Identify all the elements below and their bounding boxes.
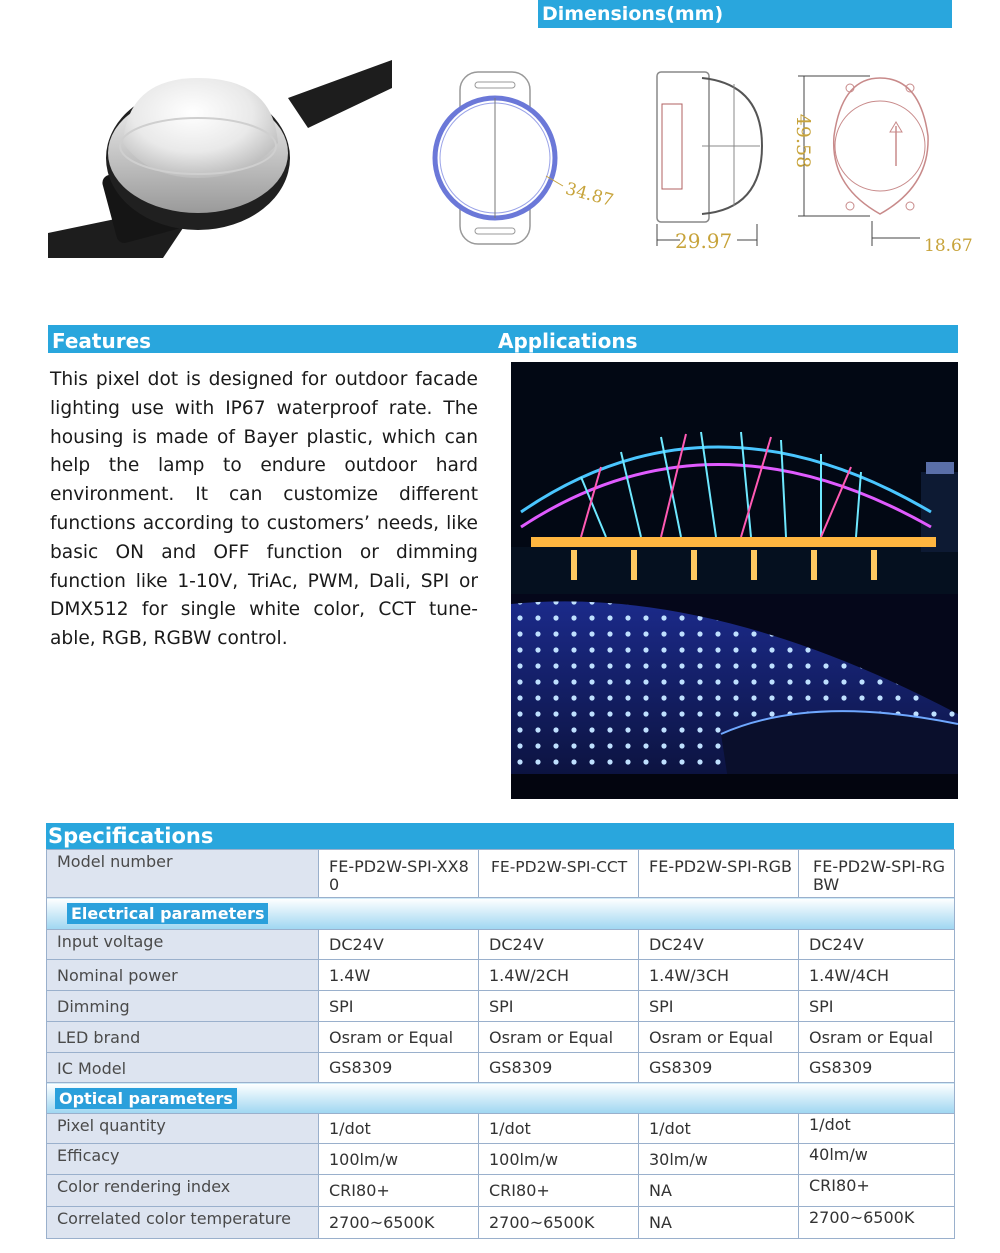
spec-value: 1/dot	[479, 1114, 639, 1144]
spec-value: DC24V	[319, 930, 479, 960]
features-description: This pixel dot is designed for outdoor facade lighting use with IP67 waterproof rate. The housing is made of Bayer plastic, which can help the lamp to endure outdoor hard environment. It can customize different functions according to customers’ needs, like basic ON and OFF function or dimming function like 1-10V, TriAc, PWM, Dali, SPI or DMX512 for single white color, CCT tune-able, RGB, RGBW control.	[50, 369, 478, 650]
table-row	[47, 1053, 955, 1083]
section-row-electrical	[47, 898, 955, 930]
model-cell: FE-PD2W-SPI-RGB	[639, 850, 799, 898]
spec-value: GS8309	[479, 1053, 639, 1083]
spec-value: Osram or Equal	[799, 1022, 955, 1053]
spec-value: GS8309	[799, 1053, 955, 1083]
spec-label: Efficacy	[47, 1144, 319, 1175]
dim-label-depth: 18.67	[924, 236, 973, 256]
model-cell: FE-PD2W-SPI-CCT	[479, 850, 639, 898]
spec-value: SPI	[319, 991, 479, 1022]
model-cell: FE-PD2W-SPI-XX80	[319, 850, 479, 898]
table-row	[47, 1144, 955, 1175]
spec-value: Osram or Equal	[319, 1022, 479, 1053]
applications-title: Applications	[498, 329, 638, 353]
table-row	[47, 850, 955, 898]
side-view-drawing	[652, 64, 772, 254]
spec-value: SPI	[479, 991, 639, 1022]
specifications-table	[46, 849, 955, 1239]
table-row	[47, 960, 955, 991]
table-row	[47, 1114, 955, 1144]
spec-value: 1/dot	[799, 1114, 955, 1144]
spec-value: NA	[639, 1175, 799, 1207]
spec-value: 2700~6500K	[479, 1207, 639, 1239]
spec-value: SPI	[799, 991, 955, 1022]
dim-label-width: 49.58	[792, 113, 815, 169]
application-photo-stadium	[511, 594, 958, 799]
spec-value: 100lm/w	[479, 1144, 639, 1175]
spec-value: 1/dot	[639, 1114, 799, 1144]
spec-value: CRI80+	[319, 1175, 479, 1207]
spec-label: Dimming	[47, 991, 319, 1022]
spec-label: Pixel quantity	[47, 1114, 319, 1144]
dimensions-header: Dimensions(mm)	[538, 0, 952, 28]
features-title: Features	[52, 329, 152, 353]
table-row	[47, 1207, 955, 1239]
front-view-drawing	[428, 64, 648, 254]
spec-value: 40lm/w	[799, 1144, 955, 1175]
features-applications-header	[48, 325, 958, 353]
spec-value: SPI	[639, 991, 799, 1022]
spec-value: Osram or Equal	[639, 1022, 799, 1053]
spec-label: IC Model	[47, 1053, 319, 1083]
spec-value: GS8309	[319, 1053, 479, 1083]
spec-value: DC24V	[479, 930, 639, 960]
product-photo	[48, 58, 394, 263]
spec-value: 1.4W/4CH	[799, 960, 955, 991]
spec-value: 1/dot	[319, 1114, 479, 1144]
table-row	[47, 1175, 955, 1207]
spec-label: LED brand	[47, 1022, 319, 1053]
table-row	[47, 1022, 955, 1053]
spec-value: 2700~6500K	[799, 1207, 955, 1239]
spec-label: Correlated color temperature	[47, 1207, 319, 1239]
application-photo-bridge	[511, 362, 958, 594]
spec-value: 100lm/w	[319, 1144, 479, 1175]
specifications-header: Specifications	[46, 823, 954, 849]
spec-value: DC24V	[799, 930, 955, 960]
section-row-optical	[47, 1083, 955, 1114]
spec-value: 30lm/w	[639, 1144, 799, 1175]
spec-label: Nominal power	[47, 960, 319, 991]
optical-parameters-title: Optical parameters	[55, 1088, 237, 1109]
spec-value: Osram or Equal	[479, 1022, 639, 1053]
spec-value: CRI80+	[799, 1175, 955, 1207]
spec-value: DC24V	[639, 930, 799, 960]
spec-value: 2700~6500K	[319, 1207, 479, 1239]
model-number-label: Model number	[47, 850, 319, 898]
spec-value: CRI80+	[479, 1175, 639, 1207]
spec-value: GS8309	[639, 1053, 799, 1083]
table-row	[47, 991, 955, 1022]
spec-value: 1.4W	[319, 960, 479, 991]
spec-label: Color rendering index	[47, 1175, 319, 1207]
electrical-parameters-title: Electrical parameters	[67, 903, 268, 924]
spec-label: Input voltage	[47, 930, 319, 960]
dim-label-diameter: 34.87	[563, 179, 616, 211]
dim-label-height: 29.97	[675, 229, 733, 253]
spec-value: 1.4W/3CH	[639, 960, 799, 991]
spec-value: 1.4W/2CH	[479, 960, 639, 991]
table-row	[47, 930, 955, 960]
spec-value: NA	[639, 1207, 799, 1239]
model-cell: FE-PD2W-SPI-RGBW	[799, 850, 955, 898]
